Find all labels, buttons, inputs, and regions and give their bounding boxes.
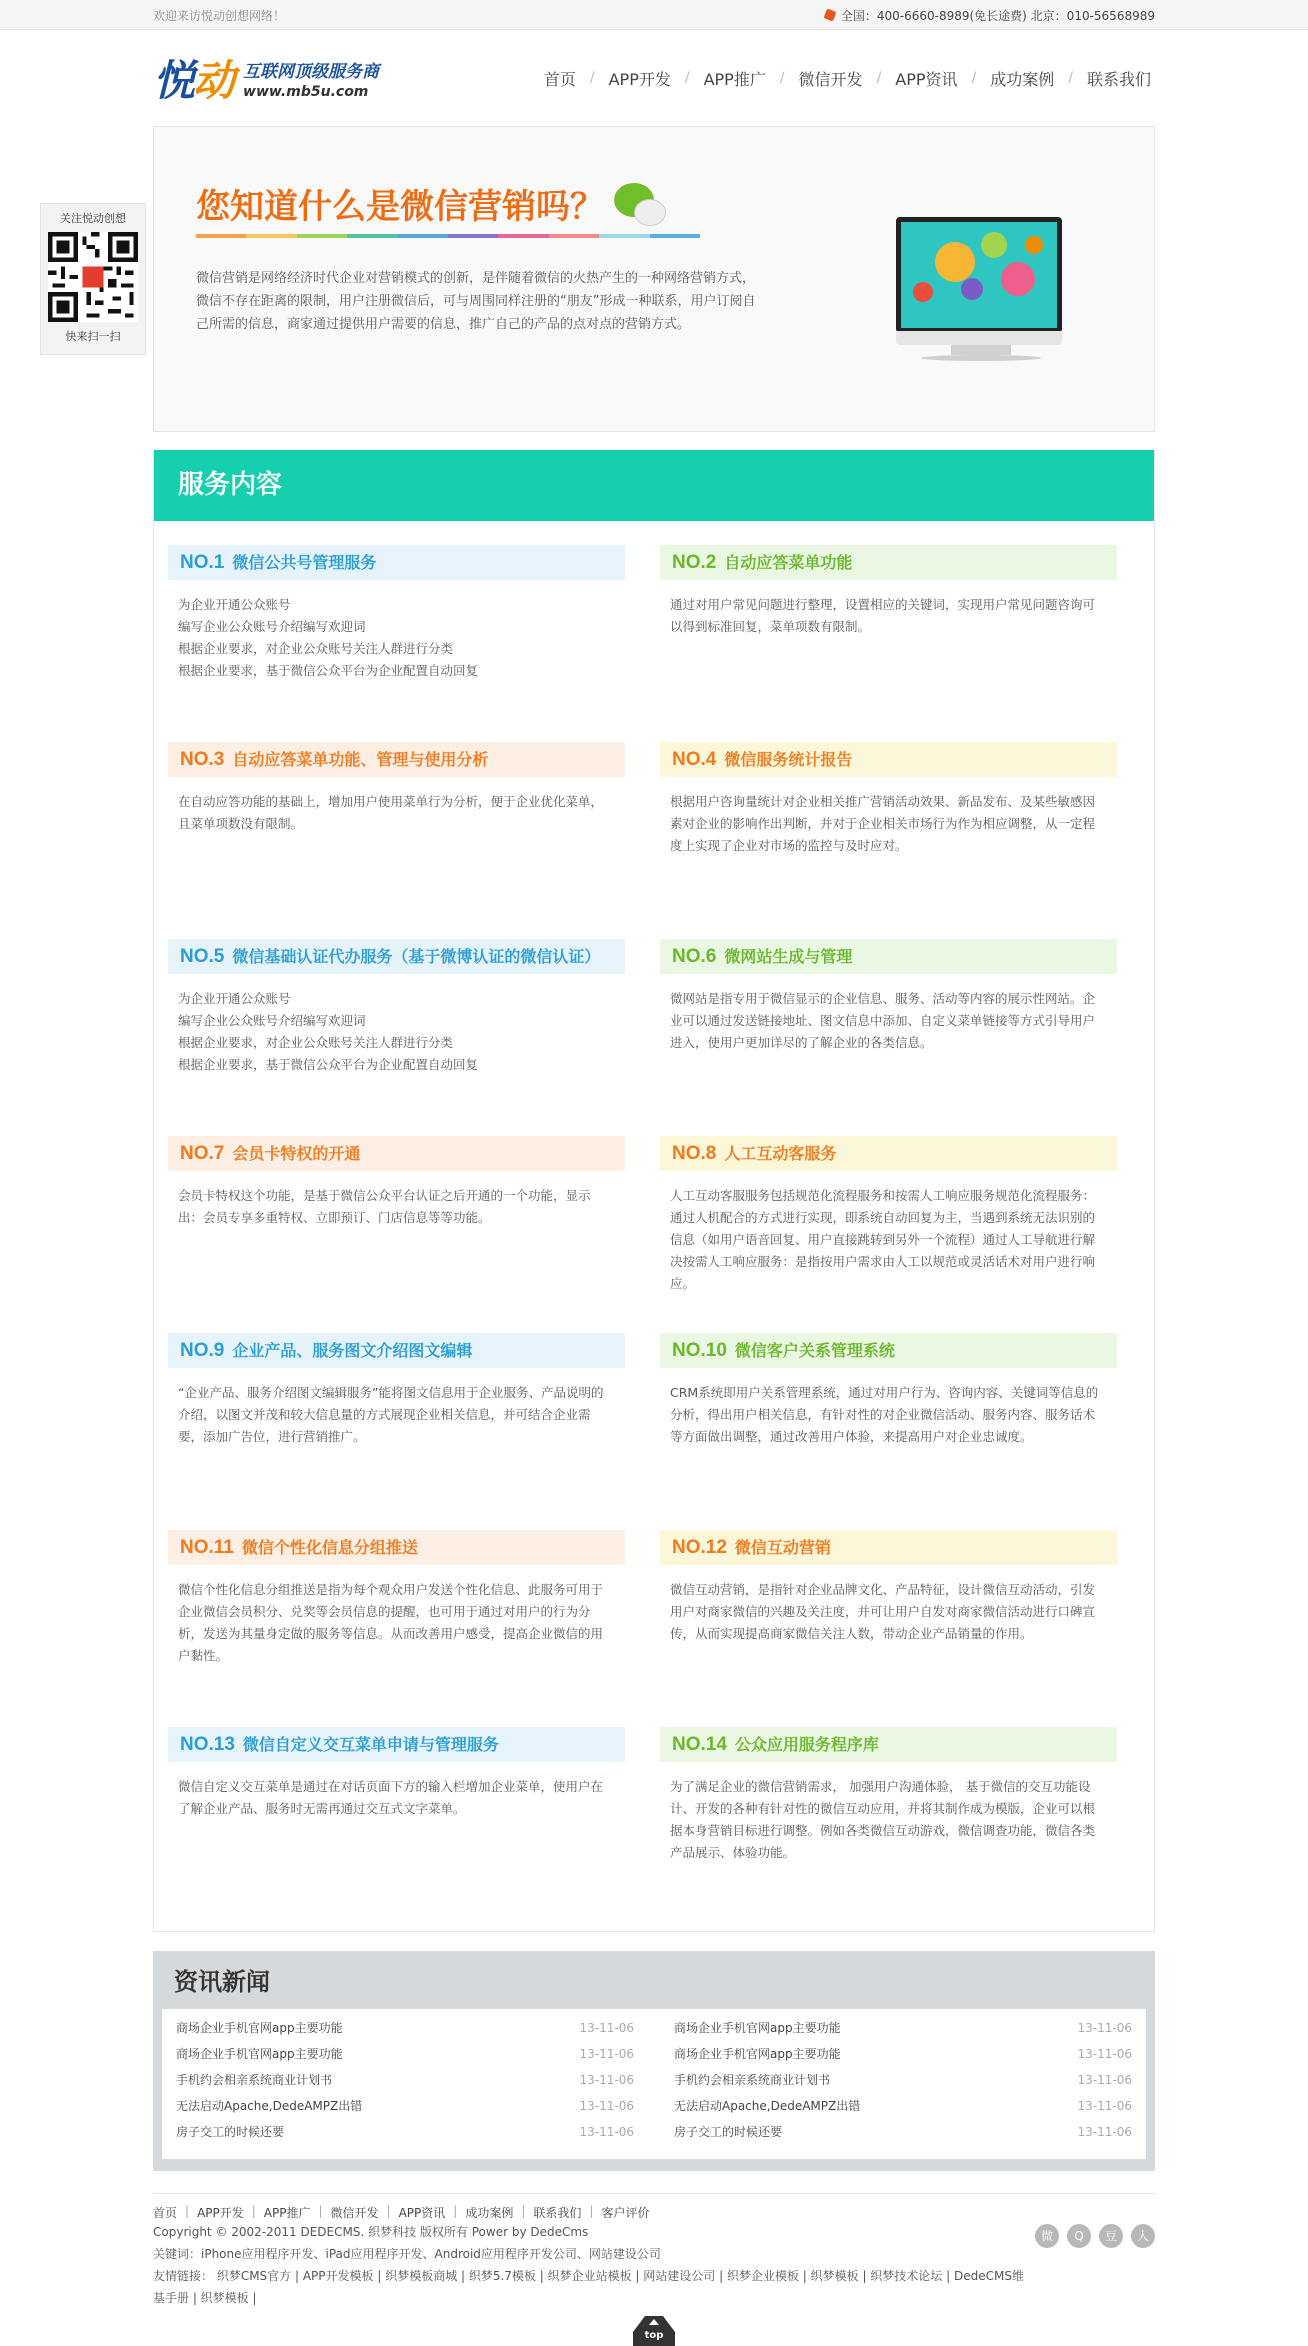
service-title[interactable]: NO.3 自动应答菜单功能、管理与使用分析 (168, 742, 625, 777)
weibo-icon[interactable]: 微 (1035, 2224, 1059, 2248)
footer-nav-item[interactable]: 首页 (153, 2206, 178, 2220)
service-title[interactable]: NO.8 人工互动客服务 (660, 1136, 1117, 1171)
service-description: 为企业开通公众账号 编写企业公众账号介绍编写欢迎词 根据企业要求，对企业公众账号关注人群进行分类 根据企业要求，基于微信公众平台为企业配置自动回复 (178, 597, 479, 678)
qr-caption: 快来扫一扫 (65, 330, 121, 343)
nav-wechat-dev[interactable]: 微信开发 (798, 69, 863, 89)
service-description: 为了满足企业的微信营销需求， 加强用户沟通体验， 基于微信的交互功能设计、开发的各种有针对性的微信互动应用，并将其制作成为模版，企业可以根据本身营销目标进行调整。例如各类微信互动游戏，微信调查功能，微信各类产品展示、体验功能。 (670, 1779, 1096, 1860)
service-description: 微信互动营销，是指针对企业品牌文化、产品特征，设计微信互动活动，引发用户对商家微信的兴趣及关注度，并可让用户自发对商家微信活动进行口碑宣传，从而实现提高商家微信关注人数，带动企业产品销量的作用。 (670, 1582, 1096, 1641)
service-card (168, 545, 625, 682)
service-card (660, 742, 1117, 857)
news-section (153, 1951, 1155, 2171)
service-card (168, 742, 625, 835)
topbar (0, 0, 1308, 30)
footer-nav-item[interactable]: APP开发 (197, 2206, 244, 2220)
footer-nav-item[interactable]: 客户评价 (601, 2206, 650, 2220)
services-section (153, 450, 1155, 1932)
rainbow-divider (196, 234, 700, 238)
service-title[interactable]: NO.9 企业产品、服务图文介绍图文编辑 (168, 1333, 625, 1368)
news-item[interactable]: 无法启动Apache,DedeAMPZ出错 13-11-06 (176, 2099, 634, 2113)
news-item[interactable]: 商场企业手机官网app主要功能 13-11-06 (674, 2021, 1132, 2035)
nav-cases[interactable]: 成功案例 (990, 69, 1055, 89)
phone-icon (823, 9, 836, 22)
nav-app-news[interactable]: APP资讯 (895, 69, 958, 89)
service-card (660, 1727, 1117, 1864)
qr-widget (40, 203, 146, 355)
news-item[interactable]: 无法启动Apache,DedeAMPZ出错 13-11-06 (674, 2099, 1132, 2113)
logo-mark: 悦动 (153, 56, 234, 105)
service-card (660, 1136, 1117, 1295)
wechat-icon (614, 181, 666, 227)
footer-nav-item[interactable]: APP推广 (263, 2206, 311, 2220)
news-item[interactable]: 商场企业手机官网app主要功能 13-11-06 (176, 2021, 634, 2035)
qq-icon[interactable]: Q (1067, 2224, 1091, 2248)
footer-nav: 首页 | APP开发 | APP推广 | 微信开发 | APP资讯 | 成功案例 | 联系我们 | 客户评价 (153, 2204, 650, 2220)
nav-contact[interactable]: 联系我们 (1086, 69, 1151, 89)
service-title[interactable]: NO.5 微信基础认证代办服务（基于微博认证的微信认证） (168, 939, 625, 974)
news-item[interactable]: 商场企业手机官网app主要功能 13-11-06 (176, 2047, 634, 2061)
welcome-text: 欢迎来访悦动创想网络！ (153, 8, 286, 23)
keywords: 关键词：iPhone应用程序开发、iPad应用程序开发、Android应用程序开发公司、网站建设公司 (153, 2247, 661, 2261)
douban-icon[interactable]: 豆 (1099, 2224, 1123, 2248)
services-grid (154, 521, 1154, 1931)
service-title[interactable]: NO.2 自动应答菜单功能 (660, 545, 1117, 580)
footer-nav-item[interactable]: APP资讯 (398, 2206, 446, 2220)
news-item[interactable]: 手机约会相亲系统商业计划书 13-11-06 (176, 2073, 634, 2087)
service-card (660, 939, 1117, 1054)
footer-nav-item[interactable]: 微信开发 (330, 2206, 379, 2220)
service-description: 通过对用户常见问题进行整理，设置相应的关键词，实现用户常见问题咨询可以得到标准回复，菜单项数有限制。 (670, 597, 1096, 634)
service-card (168, 1136, 625, 1229)
news-item[interactable]: 商场企业手机官网app主要功能 13-11-06 (674, 2047, 1132, 2061)
social-icons (1035, 2224, 1155, 2248)
logo[interactable] (153, 48, 379, 108)
phone-info (825, 7, 1155, 24)
news-item[interactable]: 手机约会相亲系统商业计划书 13-11-06 (674, 2073, 1132, 2087)
service-description: 在自动应答功能的基础上，增加用户使用菜单行为分析，便于企业优化菜单，且菜单项数没有限制。 (178, 794, 604, 831)
service-title[interactable]: NO.4 微信服务统计报告 (660, 742, 1117, 777)
news-column-left (176, 2015, 634, 2153)
nav-home[interactable]: 首页 (543, 69, 576, 89)
friend-links[interactable]: 友情链接： 织梦CMS官方 | APP开发模板 | 织梦模板商城 | 织梦5.7模板 | 织梦企业站模板 | 网站建设公司 | 织梦企业模板 | 织梦模板 | 织梦技术论坛 | DedeCMS维基手册 | 织梦模板 | (153, 2269, 1024, 2305)
hero-banner (153, 126, 1155, 432)
service-description: 微网站是指专用于微信显示的企业信息、服务、活动等内容的展示性网站。企业可以通过发送链接地址、图文信息中添加、自定义菜单链接等方式引导用户进入，使用户更加详尽的了解企业的各类信息。 (670, 991, 1096, 1050)
nav-app-dev[interactable]: APP开发 (608, 69, 671, 89)
service-description: “企业产品、服务介绍图文编辑服务”能将图文信息用于企业服务、产品说明的介绍，以图文并茂和较大信息量的方式展现企业相关信息，并可结合企业需要，添加广告位，进行营销推广。 (178, 1385, 604, 1444)
service-card (168, 1333, 625, 1448)
main-nav: 首页 / APP开发 / APP推广 / 微信开发 / APP资讯 / 成功案例 / 联系我们 (540, 67, 1155, 90)
service-card (660, 1530, 1117, 1645)
service-card (168, 1530, 625, 1667)
service-card (660, 545, 1117, 638)
service-card (660, 1333, 1117, 1448)
news-column-right (674, 2015, 1132, 2153)
top-label: top (644, 2330, 664, 2341)
service-description: 人工互动客服服务包括规范化流程服务和按需人工响应服务规范化流程服务：通过人机配合的方式进行实现，即系统自动回复为主，当遇到系统无法识别的信息（如用户语音回复、用户直接跳转到另外一个流程）通过人工导航进行解决按需人工响应服务：是指按用户需求由人工以规范或灵活话术对用户进行响应。 (670, 1188, 1096, 1291)
service-title[interactable]: NO.14 公众应用服务程序库 (660, 1727, 1117, 1762)
service-title[interactable]: NO.12 微信互动营销 (660, 1530, 1117, 1565)
service-description: CRM系统即用户关系管理系统，通过对用户行为、咨询内容、关键词等信息的分析，得出用户相关信息，有针对性的对企业微信活动、服务内容、服务话术等方面做出调整，通过改善用户体验，来提高用户对企业忠诚度。 (670, 1385, 1099, 1444)
monitor-illustration (896, 217, 1066, 367)
header (153, 30, 1155, 126)
hero-description: 微信营销是网络经济时代企业对营销模式的创新，是伴随着微信的火热产生的一种网络营销方式，微信不存在距离的限制，用户注册微信后，可与周围同样注册的“朋友”形成一种联系，用户订阅自己所需的信息，商家通过提供用户需要的信息，推广自己的产品的点对点的营销方式。 (196, 271, 756, 332)
service-title[interactable]: NO.6 微网站生成与管理 (660, 939, 1117, 974)
news-heading: 资讯新闻 (174, 1968, 270, 1996)
services-heading: 服务内容 (154, 450, 1154, 521)
qr-code-icon (48, 232, 138, 322)
service-description: 为企业开通公众账号 编写企业公众账号介绍编写欢迎词 根据企业要求，对企业公众账号关注人群进行分类 根据企业要求，基于微信公众平台为企业配置自动回复 (178, 991, 479, 1072)
phone-text: 全国：400-6660-8989(免长途费) 北京：010-56568989 (840, 8, 1155, 23)
service-card (168, 1727, 625, 1820)
qr-title: 关注悦动创想 (60, 212, 126, 225)
service-title[interactable]: NO.7 会员卡特权的开通 (168, 1136, 625, 1171)
service-card (168, 939, 625, 1076)
renren-icon[interactable]: 人 (1131, 2224, 1155, 2248)
logo-url: www.mb5u.com (243, 83, 369, 100)
footer-nav-item[interactable]: 成功案例 (465, 2206, 514, 2220)
copyright: Copyright © 2002-2011 DEDECMS. 织梦科技 版权所有 Power by DedeCms (153, 2225, 589, 2239)
news-item[interactable]: 房子交工的时候还要 13-11-06 (176, 2125, 634, 2139)
footer-nav-item[interactable]: 联系我们 (533, 2206, 582, 2220)
footer (153, 2193, 1155, 2309)
service-description: 根据用户咨询量统计对企业相关推广营销活动效果、新品发布、及某些敏感因素对企业的影响作出判断，并对于企业相关市场行为作为相应调整，从一定程度上实现了企业对市场的监控与及时应对。 (670, 794, 1096, 853)
news-item[interactable]: 房子交工的时候还要 13-11-06 (674, 2125, 1132, 2139)
service-title[interactable]: NO.13 微信自定义交互菜单申请与管理服务 (168, 1727, 625, 1762)
service-description: 会员卡特权这个功能，是基于微信公众平台认证之后开通的一个功能，显示出：会员专享多重特权、立即预订、门店信息等等功能。 (178, 1188, 591, 1225)
service-description: 微信自定义交互菜单是通过在对话页面下方的输入栏增加企业菜单，使用户在了解企业产品、服务时无需再通过交互式文字菜单。 (178, 1779, 604, 1816)
hero-title: 您知道什么是微信营销吗？ (196, 187, 604, 227)
service-description: 微信个性化信息分组推送是指为每个观众用户发送个性化信息、此服务可用于企业微信会员积分、兑奖等会员信息的提醒，也可用于通过对用户的行为分析，发送为其量身定做的服务等信息。从而改善用户感受，提高企业微信的用户黏性。 (178, 1582, 604, 1663)
service-title[interactable]: NO.10 微信客户关系管理系统 (660, 1333, 1117, 1368)
nav-app-promo[interactable]: APP推广 (703, 69, 766, 89)
service-title[interactable]: NO.11 微信个性化信息分组推送 (168, 1530, 625, 1565)
logo-tagline: 互联网顶级服务商 (243, 61, 380, 82)
service-title[interactable]: NO.1 微信公共号管理服务 (168, 545, 625, 580)
back-to-top-button[interactable] (633, 2316, 675, 2346)
